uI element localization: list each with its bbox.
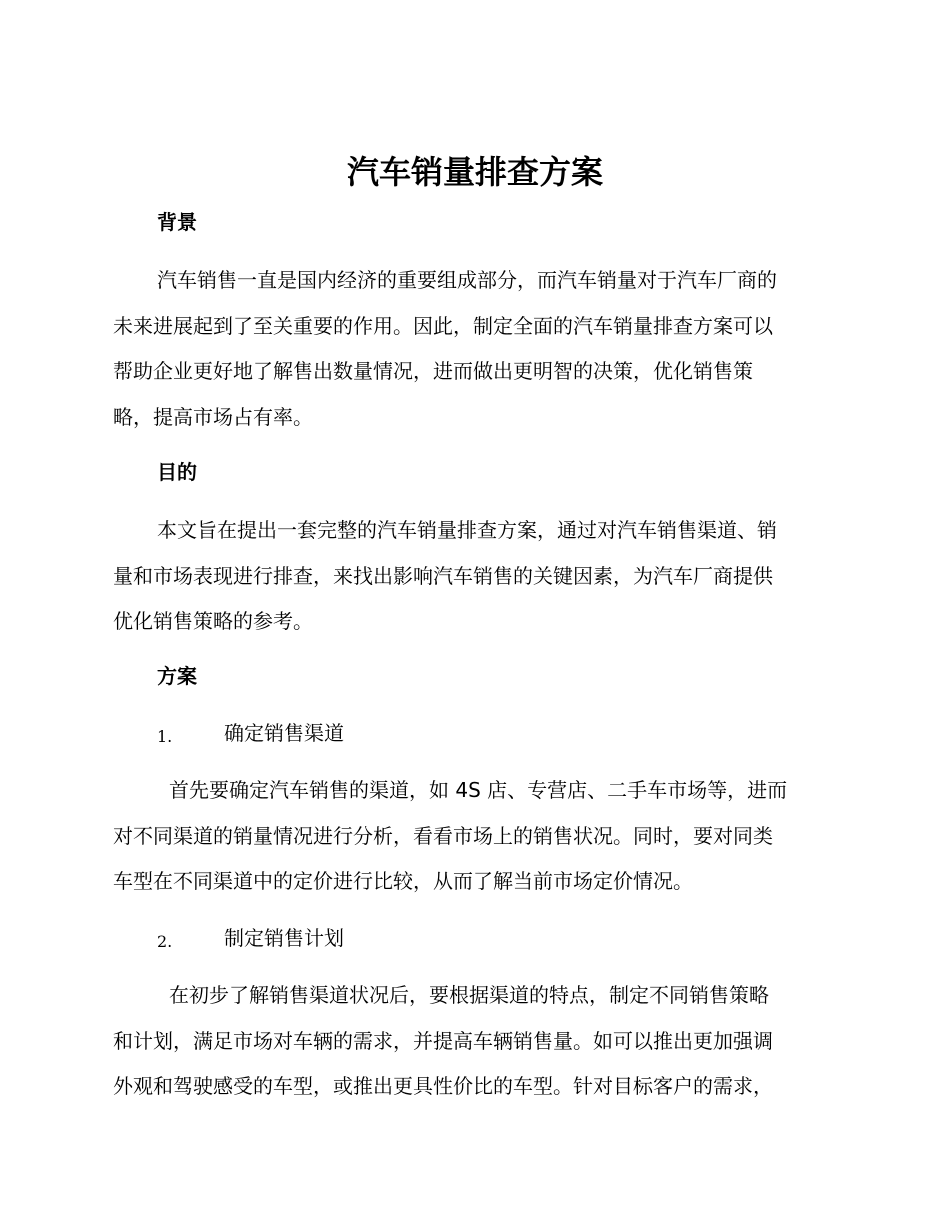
plan-item-2-paragraph (113, 973, 833, 1110)
paragraph-line: 外观和驾驶感受的车型，或推出更具性价比的车型。针对目标客户的需求， (113, 1074, 773, 1098)
paragraph-line: 车型在不同渠道中的定价进行比较，从而了解当前市场定价情况。 (113, 869, 693, 893)
paragraph-line: 和计划，满足市场对车辆的需求，并提高车辆销售量。如可以推出更加强调 (113, 1028, 773, 1053)
list-number: 2. (157, 932, 173, 951)
paragraph-line: 在初步了解销售渠道状况后，要根据渠道的特点，制定不同销售策略 (169, 983, 769, 1007)
document-title: 汽车销量排查方案 (346, 153, 603, 191)
section-heading-background: 背景 (157, 210, 197, 234)
section-heading-plan: 方案 (157, 664, 197, 688)
list-number: 1. (157, 727, 173, 746)
paragraph-line: 对不同渠道的销量情况进行分析，看看市场上的销售状况。同时，要对同类 (113, 823, 773, 848)
section-heading-purpose: 目的 (157, 460, 197, 484)
list-item-label: 确定销售渠道 (224, 721, 344, 745)
paragraph-line: 量和市场表现进行排查，来找出影响汽车销售的关键因素，为汽车厂商提供 (113, 563, 773, 588)
background-paragraph (113, 258, 833, 440)
paragraph-line: 优化销售策略的参考。 (113, 609, 313, 633)
list-item-label: 制定销售计划 (224, 926, 344, 950)
paragraph-line: 帮助企业更好地了解售出数量情况，进而做出更明智的决策，优化销售策 (113, 359, 753, 383)
plan-item-1-paragraph (113, 768, 833, 905)
paragraph-line: 未来进展起到了至关重要的作用。因此，制定全面的汽车销量排查方案可以 (113, 313, 773, 338)
purpose-paragraph (113, 508, 833, 645)
paragraph-line: 本文旨在提出一套完整的汽车销量排查方案，通过对汽车销售渠道、销 (157, 518, 777, 542)
paragraph-line: 汽车销售一直是国内经济的重要组成部分，而汽车销量对于汽车厂商的 (157, 268, 777, 292)
paragraph-line: 略，提高市场占有率。 (113, 404, 313, 429)
paragraph-line: 首先要确定汽车销售的渠道，如 4S 店、专营店、二手车市场等，进而 (169, 778, 788, 802)
